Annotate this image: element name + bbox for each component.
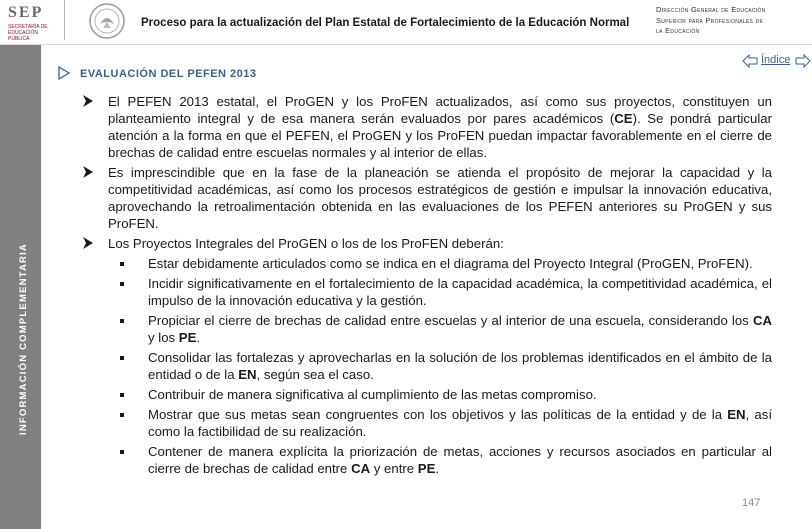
sep-logo — [2, 2, 62, 40]
organization-line-3: la Educación — [656, 26, 700, 35]
square-bullet-icon — [120, 282, 124, 286]
section-arrow-icon — [57, 66, 71, 80]
list-item — [82, 93, 772, 161]
sidebar — [0, 45, 41, 529]
sub-item-text: Propiciar el cierre de brechas de calidad entre escuelas y al interior de una escuela, considerando los — [148, 313, 753, 328]
national-seal-icon — [88, 2, 126, 40]
organization-name — [656, 5, 804, 37]
arrow-bullet-icon — [82, 236, 94, 250]
sub-list-item — [82, 406, 772, 440]
header-divider — [64, 0, 65, 40]
abbreviation-ca: CA — [752, 313, 772, 328]
sub-item-text: y entre — [370, 461, 418, 476]
square-bullet-icon — [120, 393, 124, 397]
sep-logo-text: SEP — [8, 4, 44, 21]
sub-list-item — [82, 275, 772, 309]
arrow-bullet-icon — [82, 94, 94, 108]
abbreviation-pe: PE — [417, 461, 436, 476]
list-item — [82, 164, 772, 232]
arrow-bullet-icon — [82, 165, 94, 179]
organization-line-1: Dirección General de Educación — [656, 5, 766, 14]
sub-item-text: Contribuir de manera significativa al cumplimiento de las metas compromiso. — [148, 387, 597, 402]
organization-line-2: Superior para Profesionales de — [656, 15, 764, 25]
index-link[interactable]: Índice — [761, 54, 791, 66]
paragraph-text: El PEFEN 2013 estatal, el ProGEN y los ProFEN actualizados, así como sus proyectos, constituyen un planteamiento integral y de esa manera serán evaluados por pares académicos ( — [108, 94, 772, 126]
page-number: 147 — [742, 497, 761, 509]
sub-item-text: , según sea el caso. — [256, 367, 374, 382]
square-bullet-icon — [120, 319, 124, 323]
sidebar-label: INFORMACIÓN COMPLEMENTARIA — [18, 243, 29, 435]
abbreviation-ce: CE — [614, 111, 633, 126]
sub-item-text: Incidir significativamente en el fortalecimiento de la capacidad académica, la competitividad académica, el impulso de la innovación educativa y la gestión. — [148, 276, 772, 308]
sub-list-item — [82, 312, 772, 346]
content-body — [82, 93, 772, 480]
sub-list-item — [82, 443, 772, 477]
sub-item-text: Estar debidamente articulados como se indica en el diagrama del Proyecto Integral (ProGEN, ProFEN). — [148, 256, 753, 271]
sub-list-item — [82, 255, 772, 272]
abbreviation-en: EN — [238, 367, 257, 382]
header-bottom-rule — [0, 44, 812, 45]
abbreviation-ca: CA — [351, 461, 371, 476]
next-arrow-icon[interactable] — [795, 54, 811, 68]
sub-item-text: . — [435, 461, 440, 476]
list-item — [82, 235, 772, 252]
sep-logo-subtitle: SECRETARÍA DE EDUCACIÓN PÚBLICA — [8, 24, 48, 42]
square-bullet-icon — [120, 450, 124, 454]
paragraph-text: Es imprescindible que en la fase de la planeación se atienda el propósito de mejorar la capacidad y la competitividad académicas, así como los procesos estratégicos de gestión e impulsar la innovación educativa, aprovechando la retroalimentación obtenida en las evaluaciones de los PEFEN anteriores su ProGEN y sus ProFEN. — [108, 165, 772, 231]
sub-list-item — [82, 386, 772, 403]
square-bullet-icon — [120, 413, 124, 417]
document-title: Proceso para la actualización del Plan Estatal de Fortalecimiento de la Educación Normal — [141, 17, 630, 29]
sub-list-item — [82, 349, 772, 383]
sub-item-text: . — [196, 330, 201, 345]
sub-item-text: , así como la factibilidad de su realización. — [148, 407, 772, 439]
sub-item-text: Contener de manera explícita la priorización de metas, acciones y recursos asociados en particular al cierre de brechas de calidad entre — [148, 444, 772, 476]
previous-arrow-icon[interactable] — [742, 54, 758, 68]
paragraph-text: ). Se pondrá particular atención a la forma en que el PEFEN, el ProGEN y los ProFEN puedan impactar favorablemente en el cierre de brechas de calidad entre escuelas normales y al interior de ellas. — [108, 111, 772, 160]
square-bullet-icon — [120, 356, 124, 360]
sub-item-text: Consolidar las fortalezas y aprovecharlas en la solución de los problemas identificados en el ámbito de la entidad o de la — [148, 350, 772, 382]
section-title: EVALUACIÓN DEL PEFEN 2013 — [80, 68, 257, 80]
abbreviation-pe: PE — [178, 330, 197, 345]
square-bullet-icon — [120, 262, 124, 266]
sub-item-text: Mostrar que sus metas sean congruentes con los objetivos y las políticas de la entidad y de la — [148, 407, 728, 422]
sub-item-text: y los — [148, 330, 179, 345]
abbreviation-en: EN — [727, 407, 746, 422]
header — [0, 0, 812, 44]
paragraph-text: Los Proyectos Integrales del ProGEN o los de los ProFEN deberán: — [108, 236, 504, 251]
